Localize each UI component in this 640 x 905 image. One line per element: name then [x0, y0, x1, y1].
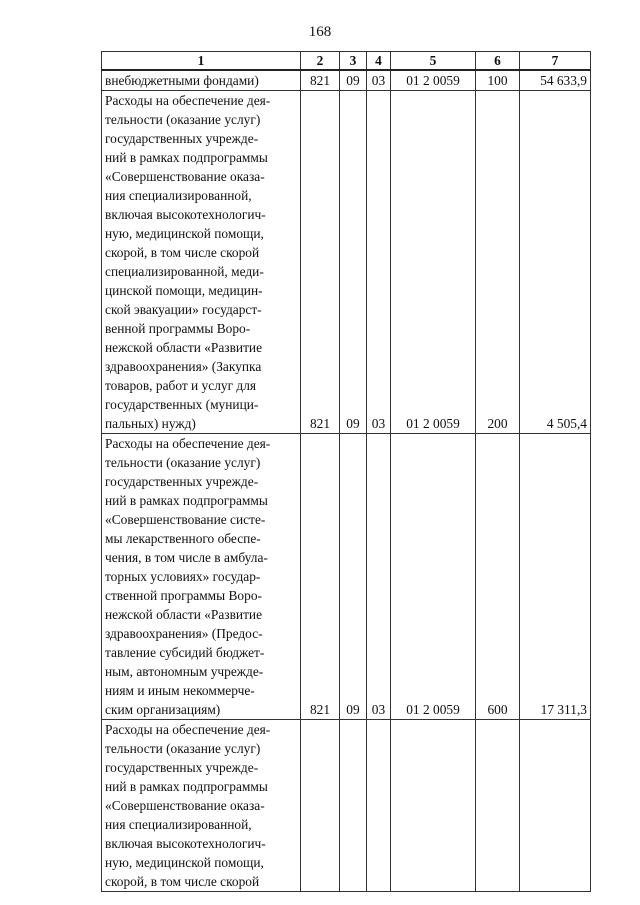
- row-code-target: 01 2 0059: [391, 91, 476, 434]
- row-code-subsection: 03: [367, 91, 391, 434]
- row-code-target: 01 2 0059: [391, 434, 476, 720]
- column-header-7: 7: [520, 52, 591, 71]
- row-description: Расходы на обеспечение дея- тельности (оказание услуг) государственных учрежде- ний в рамках подпрограммы «Совершенствование оказа- ния специализированной, включая высокотехнологич- ную, медицинской помощи, скорой, в том числе скорой: [102, 720, 301, 892]
- table-row: [102, 70, 591, 91]
- row-description: Расходы на обеспечение дея- тельности (оказание услуг) государственных учрежде- ний в рамках подпрограммы «Совершенствование систе- мы лекарственного обеспе- чения, в том числе в амбула- торных условиях» государ- ственной программы Воро- нежской области «Развитие здравоохранения» (Предос- тавление субсидий бюджет- ным, автономным учрежде- ниям и иным некоммерче- ским организациям): [102, 434, 301, 720]
- row-code-section: 09: [340, 434, 367, 720]
- column-header-4: 4: [367, 52, 391, 71]
- row-code-expense-type: 100: [476, 70, 520, 91]
- row-code-ministry: 821: [301, 91, 340, 434]
- column-header-1: 1: [102, 52, 301, 71]
- row-code-subsection: 03: [367, 434, 391, 720]
- row-amount: [520, 720, 591, 892]
- column-header-3: 3: [340, 52, 367, 71]
- row-code-subsection: 03: [367, 70, 391, 91]
- row-code-section: 09: [340, 91, 367, 434]
- table-row: [102, 720, 591, 892]
- row-amount: 4 505,4: [520, 91, 591, 434]
- row-code-ministry: [301, 720, 340, 892]
- column-header-5: 5: [391, 52, 476, 71]
- table-row: [102, 91, 591, 434]
- row-code-target: [391, 720, 476, 892]
- row-code-section: 09: [340, 70, 367, 91]
- row-amount: 54 633,9: [520, 70, 591, 91]
- table-row: [102, 434, 591, 720]
- column-header-6: 6: [476, 52, 520, 71]
- row-amount: 17 311,3: [520, 434, 591, 720]
- row-description: Расходы на обеспечение дея- тельности (оказание услуг) государственных учрежде- ний в рамках подпрограммы «Совершенствование оказа- ния специализированной, включая высокотехнологич- ную, медицинской помощи, скорой, в том числе скорой специализированной, меди- цинской помощи, медицин- ской эвакуации» государст- венной программы Воро- нежской области «Развитие здравоохранения» (Закупка товаров, работ и услуг для государственных (муници- пальных) нужд): [102, 91, 301, 434]
- row-description: внебюджетными фондами): [102, 70, 301, 91]
- table-header-row: [102, 52, 591, 71]
- row-code-ministry: 821: [301, 70, 340, 91]
- column-header-2: 2: [301, 52, 340, 71]
- row-code-expense-type: [476, 720, 520, 892]
- row-code-section: [340, 720, 367, 892]
- row-code-expense-type: 200: [476, 91, 520, 434]
- row-code-expense-type: 600: [476, 434, 520, 720]
- page-number: 168: [308, 24, 332, 40]
- row-code-target: 01 2 0059: [391, 70, 476, 91]
- row-code-ministry: 821: [301, 434, 340, 720]
- budget-table: [101, 51, 591, 892]
- row-code-subsection: [367, 720, 391, 892]
